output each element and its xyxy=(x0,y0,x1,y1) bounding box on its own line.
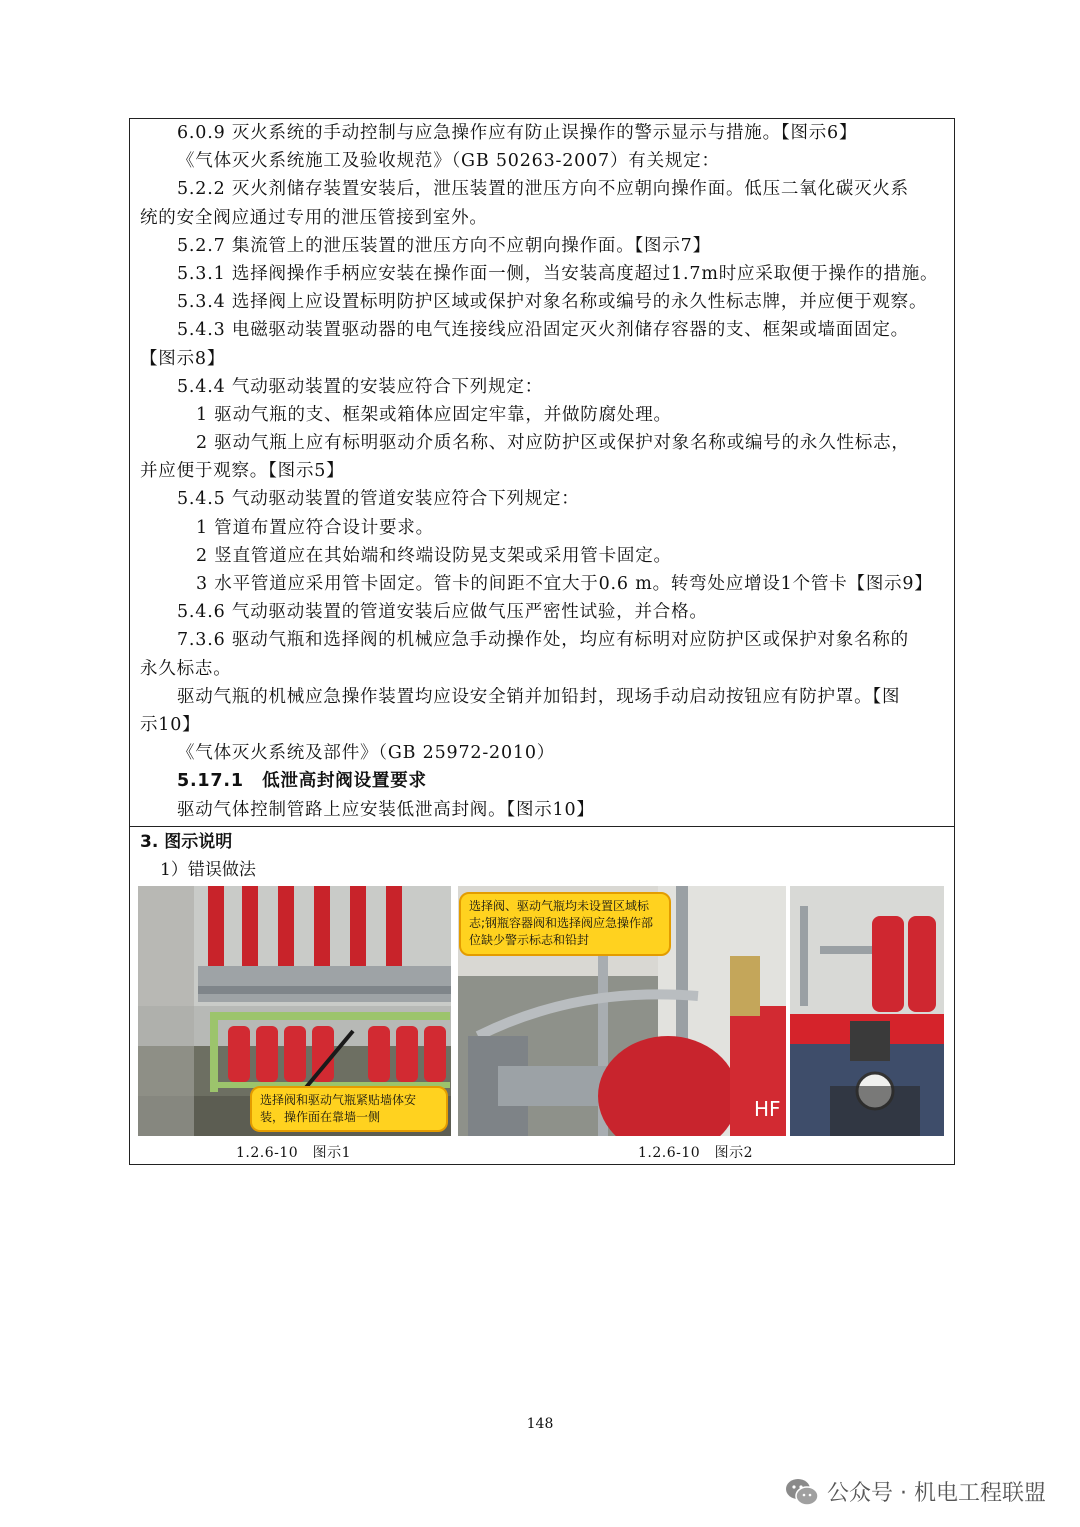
footer-watermark xyxy=(785,1476,1046,1507)
text-line: 《气体灭火系统施工及验收规范》（GB 50263-2007）有关规定： xyxy=(177,151,720,172)
text-line: 5.3.1 选择阀操作手柄应安装在操作面一侧，当安装高度超过1.7m时应采取便于操作的措施。 xyxy=(177,263,939,284)
figure2-photo-left xyxy=(458,886,786,1136)
figure1-photo xyxy=(138,886,451,1136)
text-line: 并应便于观察。【图示5】 xyxy=(140,461,345,482)
wechat-icon xyxy=(785,1477,819,1507)
text-line: 6.0.9 灭火系统的手动控制与应急操作应有防止误操作的警示显示与措施。【图示6】 xyxy=(177,123,858,143)
text-line: 1 驱动气瓶的支、框架或箱体应固定牢靠，并做防腐处理。 xyxy=(196,404,672,425)
text-line: 驱动气瓶的机械应急操作装置均应设安全销并加铅封，现场手动启动按钮应有防护罩。【图 xyxy=(177,686,901,707)
text-line: 7.3.6 驱动气瓶和选择阀的机械应急手动操作处，均应有标明对应防护区或保护对象名称的 xyxy=(177,630,909,651)
figure1-callout: 选择阀和驱动气瓶紧贴墙体安装，操作面在靠墙一侧 xyxy=(250,1086,448,1132)
table-divider xyxy=(130,826,954,827)
section-3-subheading: 1）错误做法 xyxy=(160,860,256,880)
text-line: 5.4.3 电磁驱动装置驱动器的电气连接线应沿固定灭火剂储存容器的支、框架或墙面固定。 xyxy=(177,320,909,341)
section-3-heading: 3. 图示说明 xyxy=(140,832,233,852)
text-line: 5.2.2 灭火剂储存装置安装后，泄压装置的泄压方向不应朝向操作面。低压二氧化碳灭火系 xyxy=(177,179,909,200)
text-line: 2 驱动气瓶上应有标明驱动介质名称、对应防护区或保护对象名称或编号的永久性标志， xyxy=(196,433,910,454)
text-line: 永久标志。 xyxy=(140,658,232,679)
text-line: 5.4.5 气动驱动装置的管道安装应符合下列规定： xyxy=(177,489,580,510)
text-line: 5.4.6 气动驱动装置的管道安装后应做气压严密性试验，并合格。 xyxy=(177,602,708,623)
text-line: 统的安全阀应通过专用的泄压管接到室外。 xyxy=(140,207,488,228)
section-3 xyxy=(140,828,256,884)
regulation-text xyxy=(140,119,946,824)
page-number: 148 xyxy=(526,1416,554,1432)
footer-text: 公众号 · 机电工程联盟 xyxy=(827,1481,1046,1506)
figure1-caption: 1.2.6-10 图示1 xyxy=(236,1145,352,1161)
figure2-photo-right xyxy=(790,886,944,1136)
text-line: 【图示8】 xyxy=(140,348,226,369)
figure2-right-illustration xyxy=(790,886,944,1136)
text-line: 2 竖直管道应在其始端和终端设防晃支架或采用管卡固定。 xyxy=(196,545,672,566)
text-line: 5.2.7 集流管上的泄压装置的泄压方向不应朝向操作面。【图示7】 xyxy=(177,235,711,256)
svg-text:HF: HF xyxy=(754,1097,781,1121)
text-line: 5.4.4 气动驱动装置的安装应符合下列规定： xyxy=(177,376,543,397)
section-heading: 5.17.1 低泄高封阀设置要求 xyxy=(177,771,427,792)
text-line: 示10】 xyxy=(140,714,201,735)
text-line: 《气体灭火系统及部件》（GB 25972-2010） xyxy=(177,743,556,764)
text-line: 驱动气体控制管路上应安装低泄高封阀。【图示10】 xyxy=(177,799,595,820)
figure2-callout: 选择阀、驱动气瓶均未设置区域标志;钢瓶容器阀和选择阀应急操作部位缺少警示标志和铅封 xyxy=(459,892,671,956)
text-line: 5.3.4 选择阀上应设置标明防护区域或保护对象名称或编号的永久性标志牌，并应便于观察。 xyxy=(177,292,928,313)
text-line: 1 管道布置应符合设计要求。 xyxy=(196,517,434,538)
text-line: 3 水平管道应采用管卡固定。管卡的间距不宜大于0.6 m。转弯处应增设1个管卡【图示9】 xyxy=(196,574,933,594)
figure2-caption: 1.2.6-10 图示2 xyxy=(638,1145,754,1161)
